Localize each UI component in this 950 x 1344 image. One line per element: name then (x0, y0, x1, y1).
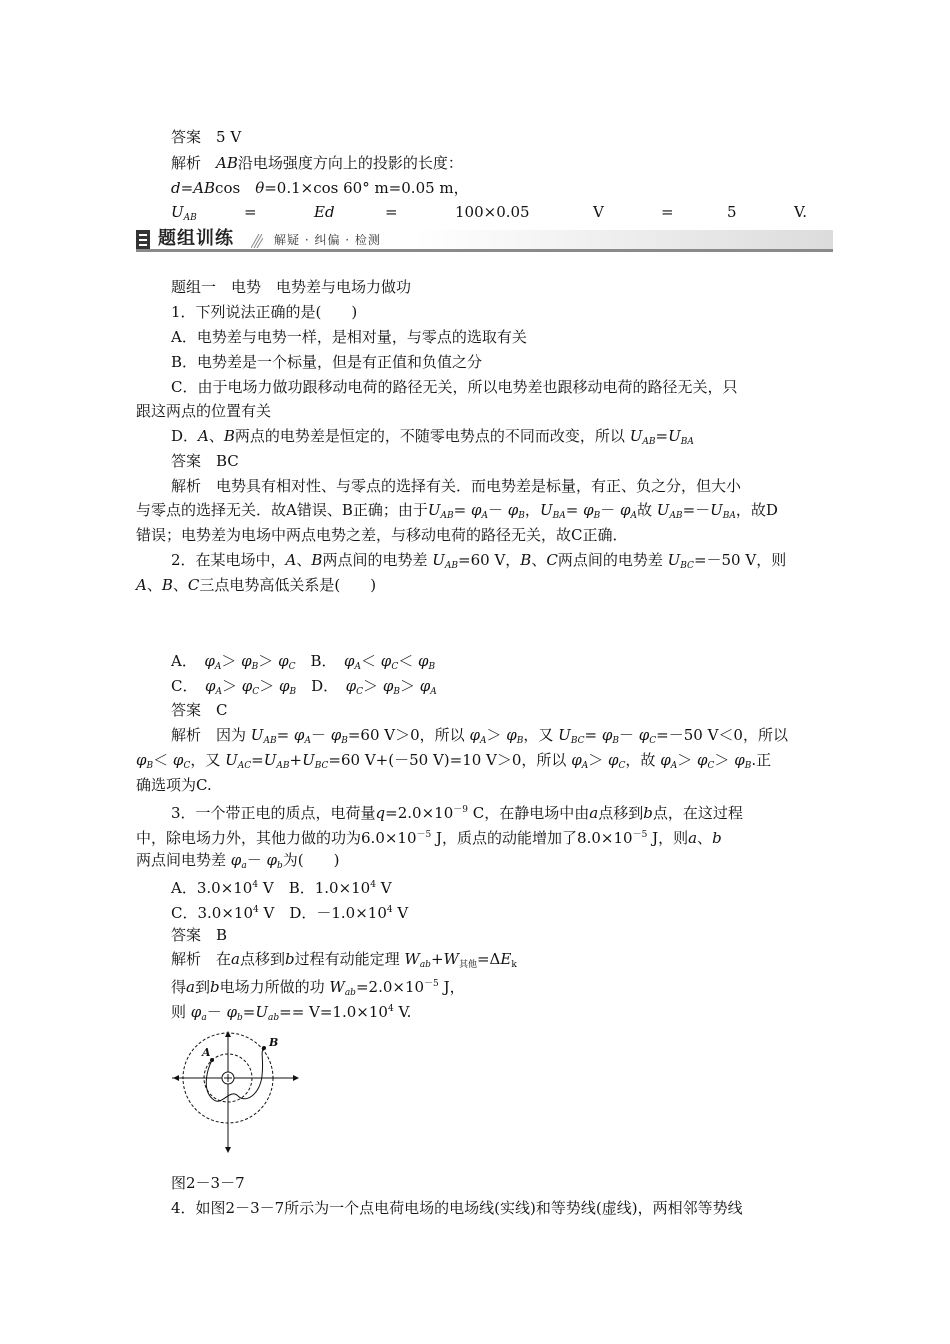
q3-stem-3: 两点间电势差 $\varphi_a- \varphi_b$为( ) (136, 851, 340, 871)
point-b (262, 1046, 266, 1050)
q3-explanation-1: 解析 在a点移到b过程有动能定理 $W_{ab}+W_{其他}=\Delta E_k$ (171, 950, 517, 970)
q2-explanation-2: $\varphi_B< \varphi_C$，又 $U_{AC}=U_{AB}+U_{BC}=60$ V+(－50 V)=10 V＞0，所以 $\varphi_A> \varphi_C$，故 $\varphi_A> \varphi_C> \varphi_B$.正 (136, 751, 772, 771)
banner-subtitle: 解疑 · 纠偏 · 检测 (274, 233, 381, 247)
path-curve (206, 1048, 264, 1101)
q1-option-c-cont: 跟这两点的位置有关 (136, 402, 272, 420)
section-banner (136, 228, 833, 252)
point-a (210, 1058, 214, 1062)
q3-explanation-2: 得a到b电场力所做的功 $W_{ab}=2.0\times 10^{-5}$ J， (171, 978, 465, 998)
q1-explanation-1: 解析 电势具有相对性、与零点的选择有关．而电势差是标量，有正、负之分，但大小 (171, 477, 742, 495)
q2-explanation-1: 解析 因为 $U_{AB}= \varphi_A- \varphi_B=60$ V＞0，所以 $\varphi_A> \varphi_B$，又 $U_{BC}= \varphi_B- \varphi_C=-50$ V＜0，所以 (171, 726, 788, 746)
q2-explanation-3: 确选项为C. (136, 776, 212, 794)
q2-stem-2: A、B、C三点电势高低关系是( ) (136, 576, 377, 594)
prev-analysis: 解析 AB沿电场强度方向上的投影的长度： (171, 154, 463, 172)
q3-answer: 答案 B (171, 926, 228, 944)
prev-answer: 答案 5 V (171, 128, 242, 146)
field-diagram (168, 1030, 300, 1154)
q2-stem-1: 2．在某电场中，A、B两点间的电势差 $U_{AB}=60$ V，B、C两点间的电势差 $U_{BC}=-50$ V，则 (171, 551, 787, 571)
group-title: 题组一 电势 电势差与电场力做功 (171, 278, 412, 296)
q1-stem: 1．下列说法正确的是( ) (171, 303, 358, 321)
q3-stem-1: 3．一个带正电的质点，电荷量$q=2.0\times 10^{-9}$ C，在静电场中由a点移到b点，在这过程 (171, 804, 743, 822)
q3-explanation-3: 则 $\varphi_a- \varphi_b=U_{ab}== V=1.0\times 10^4$ V. (171, 1003, 412, 1023)
banner-marker-icon (136, 230, 150, 249)
q1-option-a: A．电势差与电势一样，是相对量，与零点的选取有关 (171, 328, 527, 346)
q3-options-ab: A．$3.0\times 10^4$ V B．$1.0\times 10^4$ V (171, 879, 392, 897)
q1-option-d: D．A、B两点的电势差是恒定的，不随零电势点的不同而改变，所以 $U_{AB}=U_{BA}$ (171, 427, 694, 447)
banner-hatch-icon (251, 234, 263, 248)
q1-option-b: B．电势差是一个标量，但是有正值和负值之分 (171, 353, 483, 371)
label-a: A (202, 1046, 211, 1059)
figure-caption: 图2－3－7 (171, 1174, 245, 1192)
q2-options-ab: A． $\varphi_A> \varphi_B> \varphi_C$ B． $\varphi_A< \varphi_C< \varphi_B$ (171, 652, 436, 672)
q3-options-cd: C．$3.0\times 10^4$ V D．$-1.0\times 10^4$ V (171, 904, 409, 922)
q1-explanation-3: 错误；电势差为电场中两点电势之差，与移动电荷的路径无关，故C正确． (136, 526, 628, 544)
q2-answer: 答案 C (171, 701, 228, 719)
formula-d: d=ABcos θ=0.1×cos 60° m=0.05 m， (171, 179, 469, 197)
q1-explanation-2: 与零点的选择无关．故A错误、B正确；由于$U_{AB}= \varphi_A- \varphi_B$，$U_{BA}= \varphi_B- \varphi_A$故 $U_{AB}=-U_{BA}$，故D (136, 501, 778, 521)
q1-answer: 答案 BC (171, 452, 239, 470)
label-b: B (269, 1036, 279, 1049)
q3-stem-2: 中，除电场力外，其他力做的功为$6.0\times 10^{-5}$ J，质点的动能增加了$8.0\times 10^{-5}$ J，则a、b (136, 829, 722, 847)
q4-stem: 4．如图2－3－7所示为一个点电荷电场的电场线(实线)和等势线(虚线)，两相邻等势线 (171, 1199, 743, 1217)
q1-option-c: C．由于电场力做功跟移动电荷的路径无关，所以电势差也跟移动电荷的路径无关，只 (171, 378, 738, 396)
q2-options-cd: C． $\varphi_A> \varphi_C> \varphi_B$ D． $\varphi_C> \varphi_B> \varphi_A$ (171, 677, 437, 697)
banner-title: 题组训练 (158, 228, 234, 249)
